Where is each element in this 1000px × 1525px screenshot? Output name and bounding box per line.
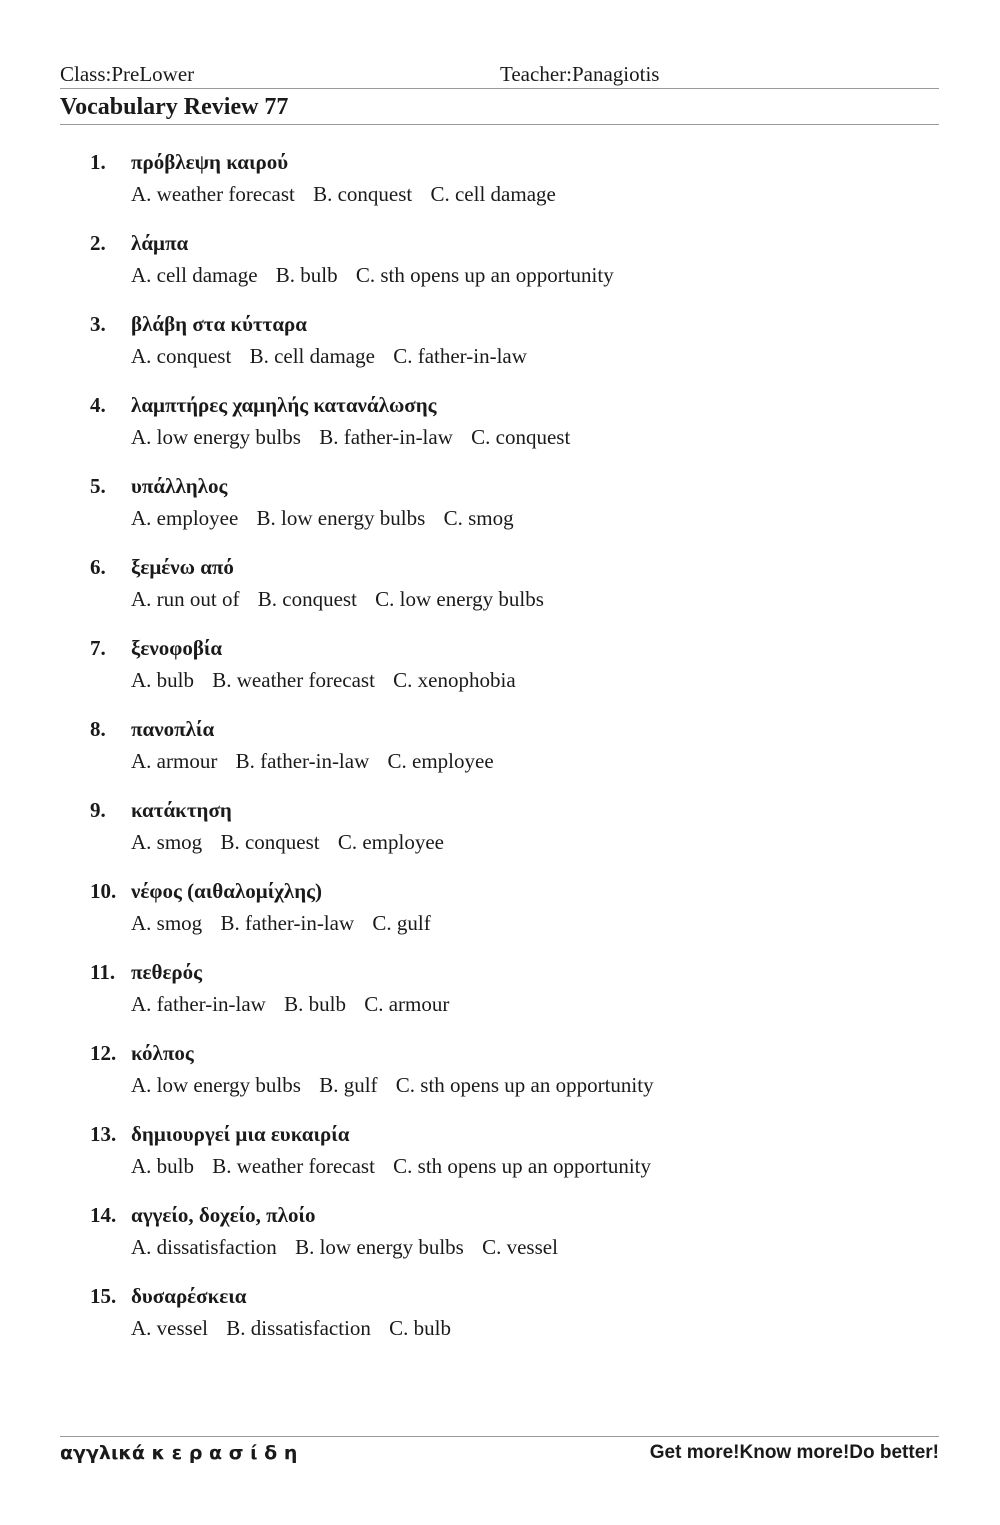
option-b[interactable]: B. gulf — [319, 1073, 378, 1097]
option-c[interactable]: C. gulf — [372, 911, 431, 935]
option-c[interactable]: C. employee — [387, 749, 494, 773]
question-number: 14. — [90, 1203, 117, 1227]
option-b[interactable]: B. dissatisfaction — [226, 1316, 371, 1340]
option-b[interactable]: B. weather forecast — [212, 1154, 375, 1178]
page-title: Vocabulary Review 77 — [60, 94, 289, 120]
question-number: 4. — [90, 393, 106, 417]
option-c[interactable]: C. cell damage — [430, 182, 556, 206]
option-a[interactable]: A. smog — [131, 830, 203, 854]
question-number: 8. — [90, 717, 106, 741]
question-term: αγγείο, δοχείο, πλοίο — [131, 1203, 316, 1227]
option-a[interactable]: A. cell damage — [131, 263, 258, 287]
option-b[interactable]: B. bulb — [275, 263, 338, 287]
question-term: βλάβη στα κύτταρα — [131, 312, 308, 336]
answer-options — [131, 344, 540, 369]
option-a[interactable]: A. weather forecast — [131, 182, 295, 206]
question-term: ξεμένω από — [131, 555, 234, 579]
option-c[interactable]: C. xenophobia — [393, 668, 516, 692]
option-c[interactable]: C. employee — [337, 830, 444, 854]
question-item — [90, 148, 930, 229]
option-c[interactable]: C. smog — [443, 506, 514, 530]
question-item — [90, 877, 930, 958]
option-a[interactable]: A. low energy bulbs — [131, 425, 301, 449]
option-a[interactable]: A. low energy bulbs — [131, 1073, 301, 1097]
option-a[interactable]: A. bulb — [131, 1154, 194, 1178]
option-a[interactable]: A. conquest — [131, 344, 232, 368]
title-row — [60, 89, 939, 125]
question-number: 12. — [90, 1041, 117, 1065]
question-item — [90, 310, 930, 391]
question-item — [90, 1039, 930, 1120]
answer-options — [131, 992, 462, 1017]
question-item — [90, 229, 930, 310]
option-b[interactable]: B. conquest — [220, 830, 320, 854]
question-number: 7. — [90, 636, 106, 660]
option-c[interactable]: C. sth opens up an opportunity — [355, 263, 614, 287]
option-b[interactable]: B. cell damage — [249, 344, 375, 368]
option-c[interactable]: C. sth opens up an opportunity — [393, 1154, 651, 1178]
question-item — [90, 472, 930, 553]
answer-options — [131, 425, 583, 450]
footer-brand: αγγλικά κ ε ρ α σ ί δ η — [60, 1442, 298, 1464]
option-a[interactable]: A. bulb — [131, 668, 194, 692]
answer-options — [131, 749, 507, 774]
option-a[interactable]: A. dissatisfaction — [131, 1235, 277, 1259]
class-label: Class:PreLower — [60, 62, 195, 86]
answer-options — [131, 587, 557, 612]
option-c[interactable]: C. vessel — [482, 1235, 558, 1259]
option-c[interactable]: C. bulb — [389, 1316, 451, 1340]
option-c[interactable]: C. conquest — [471, 425, 571, 449]
question-item — [90, 1282, 930, 1363]
question-term: λαμπτήρες χαμηλής κατανάλωσης — [131, 393, 437, 417]
answer-options — [131, 1154, 664, 1179]
question-number: 6. — [90, 555, 106, 579]
option-b[interactable]: B. conquest — [313, 182, 413, 206]
teacher-label: Teacher:Panagiotis — [500, 62, 660, 86]
option-b[interactable]: B. bulb — [284, 992, 346, 1016]
question-item — [90, 634, 930, 715]
option-a[interactable]: A. vessel — [131, 1316, 208, 1340]
question-term: λάμπα — [131, 231, 189, 255]
option-c[interactable]: C. sth opens up an opportunity — [395, 1073, 654, 1097]
question-term: κόλπος — [131, 1041, 194, 1065]
answer-options — [131, 1235, 571, 1260]
question-item — [90, 715, 930, 796]
question-item — [90, 553, 930, 634]
question-list — [90, 148, 930, 1363]
option-a[interactable]: A. armour — [131, 749, 218, 773]
question-term: δημιουργεί μια ευκαιρία — [131, 1122, 350, 1146]
answer-options — [131, 668, 529, 693]
question-term: δυσαρέσκεια — [131, 1284, 247, 1308]
header-row — [60, 60, 939, 89]
question-item — [90, 1120, 930, 1201]
answer-options — [131, 506, 527, 531]
question-term: πανοπλία — [131, 717, 215, 741]
answer-options — [131, 182, 569, 207]
option-b[interactable]: B. father-in-law — [235, 749, 370, 773]
question-number: 10. — [90, 879, 117, 903]
option-c[interactable]: C. father-in-law — [393, 344, 527, 368]
question-number: 13. — [90, 1122, 117, 1146]
footer-slogan: Get more!Know more!Do better! — [649, 1442, 939, 1463]
question-term: υπάλληλος — [131, 474, 228, 498]
question-number: 1. — [90, 150, 106, 174]
answer-options — [131, 1316, 464, 1341]
question-term: κατάκτηση — [131, 798, 232, 822]
question-number: 2. — [90, 231, 106, 255]
option-b[interactable]: B. father-in-law — [319, 425, 453, 449]
question-item — [90, 958, 930, 1039]
option-c[interactable]: C. armour — [364, 992, 450, 1016]
answer-options — [131, 830, 457, 855]
option-a[interactable]: A. father-in-law — [131, 992, 266, 1016]
option-a[interactable]: A. employee — [131, 506, 239, 530]
option-b[interactable]: B. low energy bulbs — [295, 1235, 464, 1259]
question-term: νέφος (αιθαλομίχλης) — [131, 879, 322, 903]
question-term: ξενοφοβία — [131, 636, 223, 660]
question-number: 15. — [90, 1284, 117, 1308]
question-number: 9. — [90, 798, 106, 822]
footer-divider — [60, 1436, 939, 1437]
question-number: 5. — [90, 474, 106, 498]
answer-options — [131, 263, 627, 288]
question-item — [90, 391, 930, 472]
option-a[interactable]: A. run out of — [131, 587, 240, 611]
question-number: 11. — [90, 960, 116, 984]
option-b[interactable]: B. father-in-law — [220, 911, 355, 935]
answer-options — [131, 1073, 667, 1098]
question-item — [90, 1201, 930, 1282]
question-term: πεθερός — [131, 960, 203, 984]
option-a[interactable]: A. smog — [131, 911, 203, 935]
answer-options — [131, 911, 444, 936]
option-b[interactable]: B. conquest — [257, 587, 357, 611]
question-number: 3. — [90, 312, 106, 336]
option-c[interactable]: C. low energy bulbs — [375, 587, 544, 611]
question-term: πρόβλεψη καιρού — [131, 150, 289, 174]
option-b[interactable]: B. weather forecast — [212, 668, 375, 692]
question-item — [90, 796, 930, 877]
option-b[interactable]: B. low energy bulbs — [256, 506, 426, 530]
